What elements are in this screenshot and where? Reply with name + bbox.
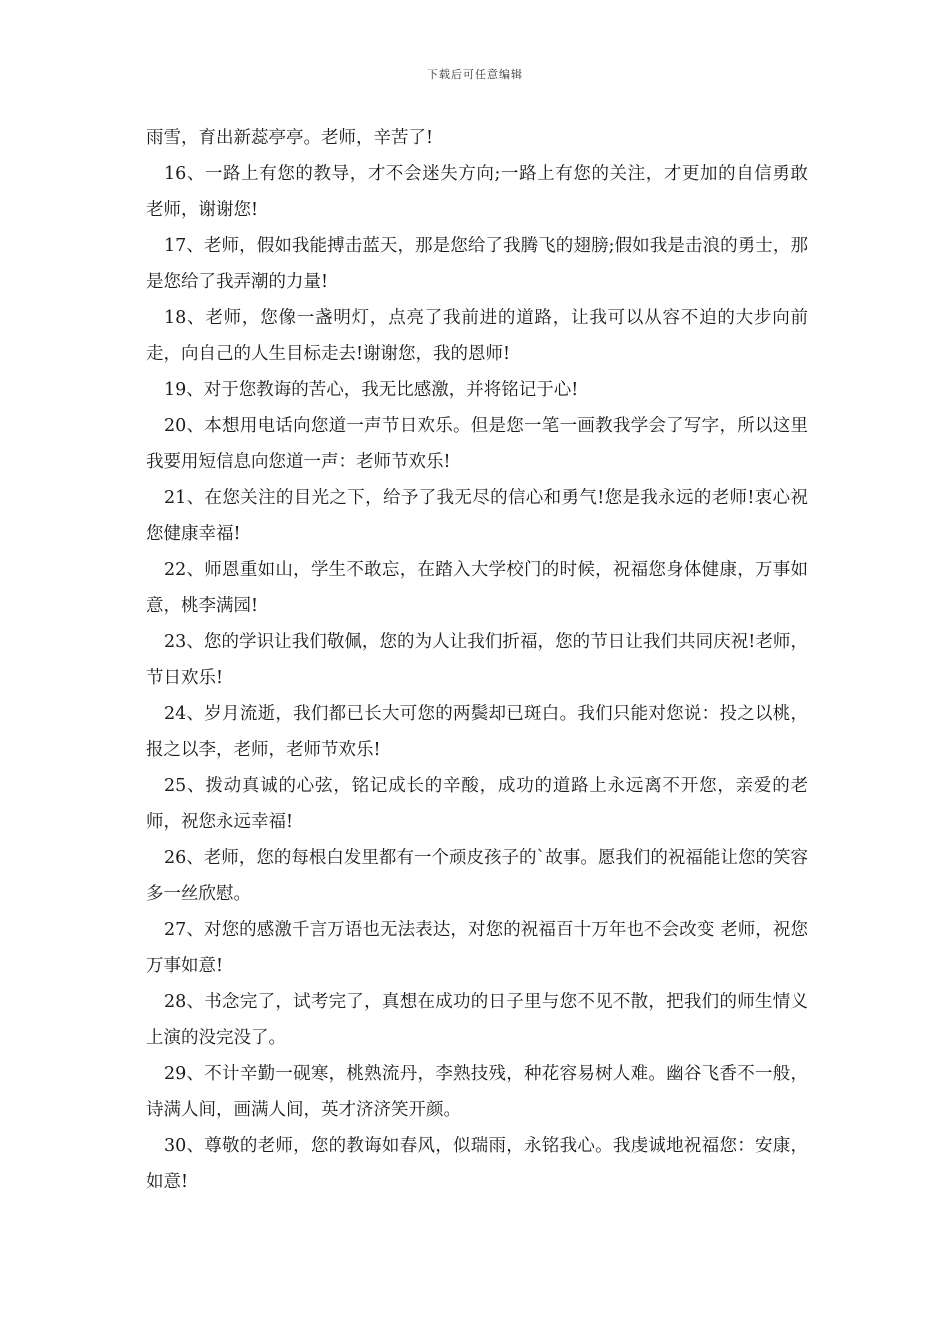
paragraph: 雨雪，育出新蕊亭亭。老师，辛苦了! [146, 128, 434, 148]
paragraph: 16、一路上有您的教导，才不会迷失方向;一路上有您的关注，才更加的自信勇敢 老师，谢谢您! [146, 164, 808, 220]
paragraph: 18、老师，您像一盏明灯，点亮了我前进的道路，让我可以从容不迫的大步向前走，向自己的人生目标走去!谢谢您，我的恩师! [146, 308, 808, 364]
paragraph: 20、本想用电话向您道一声节日欢乐。但是您一笔一画教我学会了写字，所以这里我要用短信息向您道一声：老师节欢乐! [146, 416, 808, 472]
paragraph: 19、对于您教诲的苦心，我无比感激，并将铭记于心! [164, 380, 579, 400]
paragraph: 26、老师，您的每根白发里都有一个顽皮孩子的`故事。愿我们的祝福能让您的笑容多一丝欣慰。 [146, 848, 808, 904]
paragraph: 24、岁月流逝，我们都已长大可您的两鬓却已斑白。我们只能对您说：投之以桃，报之以李，老师，老师节欢乐! [146, 704, 808, 760]
paragraph: 28、书念完了，试考完了，真想在成功的日子里与您不见不散，把我们的师生情义上演的没完没了。 [146, 992, 808, 1048]
header-note: 下载后可任意编辑 [427, 68, 523, 81]
paragraph: 23、您的学识让我们敬佩，您的为人让我们折福，您的节日让我们共同庆祝!老师，节日欢乐! [146, 632, 808, 688]
paragraph: 29、不计辛勤一砚寒，桃熟流丹，李熟技残，种花容易树人难。幽谷飞香不一般，诗满人间，画满人间，英才济济笑开颜。 [146, 1064, 808, 1120]
paragraph: 25、拨动真诚的心弦，铭记成长的辛酸，成功的道路上永远离不开您，亲爱的老师，祝您永远幸福! [146, 776, 808, 832]
paragraph: 17、老师，假如我能搏击蓝天，那是您给了我腾飞的翅膀;假如我是击浪的勇士，那是您给了我弄潮的力量! [146, 236, 808, 292]
document-body [146, 120, 808, 1200]
paragraph: 27、对您的感激千言万语也无法表达，对您的祝福百十万年也不会改变 老师，祝您万事如意! [146, 920, 809, 976]
paragraph: 30、尊敬的老师，您的教诲如春风，似瑞雨，永铭我心。我虔诚地祝福您：安康，如意! [146, 1136, 808, 1192]
paragraph: 22、师恩重如山，学生不敢忘，在踏入大学校门的时候，祝福您身体健康，万事如意，桃李满园! [146, 560, 808, 616]
paragraph: 21、在您关注的目光之下，给予了我无尽的信心和勇气!您是我永远的老师!衷心祝您健康幸福! [146, 488, 808, 544]
